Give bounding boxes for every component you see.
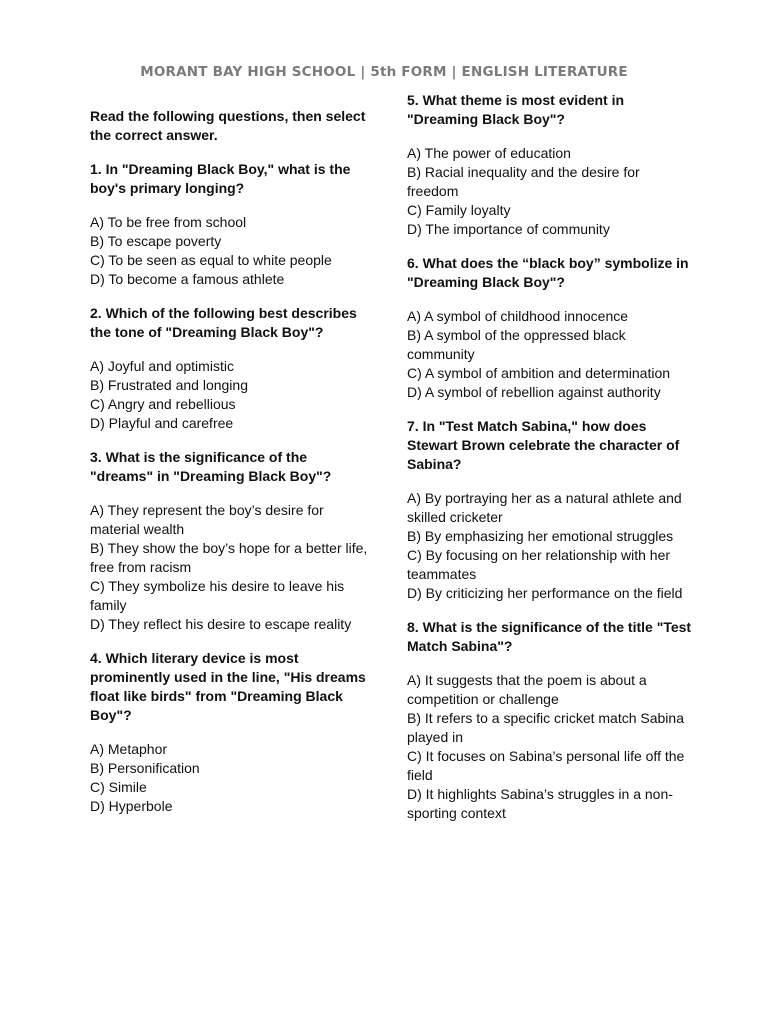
- option-a: A) Metaphor: [90, 741, 168, 757]
- options-list: [90, 213, 372, 289]
- option-c: C) Simile: [90, 779, 147, 795]
- option-b: B) Personification: [90, 760, 200, 776]
- left-column: [90, 107, 372, 831]
- question-6: [407, 254, 692, 402]
- question-text: 5. What theme is most evident in "Dreaming Black Boy"?: [407, 92, 625, 127]
- option-a: A) The power of education: [407, 145, 571, 161]
- options-list: [90, 501, 372, 634]
- option-a: A) By portraying her as a natural athlete and skilled cricketer: [407, 490, 682, 525]
- question-1: [90, 160, 372, 289]
- question-text: 4. Which literary device is most prominently used in the line, "His dreams float like birds" from "Dreaming Black Boy"?: [90, 650, 366, 723]
- option-d: D) Hyperbole: [90, 798, 173, 814]
- instructions: Read the following questions, then select the correct answer.: [90, 108, 366, 143]
- question-2: [90, 304, 372, 433]
- question-text: 1. In "Dreaming Black Boy," what is the boy's primary longing?: [90, 161, 351, 196]
- right-column: [407, 91, 692, 838]
- question-text: 6. What does the “black boy” symbolize in "Dreaming Black Boy"?: [407, 255, 689, 290]
- option-a: A) They represent the boy’s desire for material wealth: [90, 502, 324, 537]
- option-c: C) Angry and rebellious: [90, 396, 236, 412]
- option-b: B) They show the boy’s hope for a better life, free from racism: [90, 540, 368, 575]
- options-list: [90, 357, 372, 433]
- option-d: D) Playful and carefree: [90, 415, 234, 431]
- option-a: A) To be free from school: [90, 214, 247, 230]
- option-d: D) The importance of community: [407, 221, 610, 237]
- option-c: C) By focusing on her relationship with her teammates: [407, 547, 671, 582]
- option-c: C) They symbolize his desire to leave his family: [90, 578, 345, 613]
- page-header: MORANT BAY HIGH SCHOOL | 5th FORM | ENGLISH LITERATURE: [140, 64, 628, 80]
- options-list: [407, 307, 692, 402]
- option-b: B) Frustrated and longing: [90, 377, 248, 393]
- option-d: D) It highlights Sabina’s struggles in a non-sporting context: [407, 786, 673, 821]
- option-a: A) A symbol of childhood innocence: [407, 308, 629, 324]
- option-c: C) Family loyalty: [407, 202, 511, 218]
- option-b: B) By emphasizing her emotional struggles: [407, 528, 674, 544]
- options-list: [90, 740, 372, 816]
- option-b: B) A symbol of the oppressed black community: [407, 327, 626, 362]
- options-list: [407, 489, 692, 603]
- options-list: [407, 671, 692, 823]
- question-4: [90, 649, 372, 816]
- option-d: D) To become a famous athlete: [90, 271, 285, 287]
- question-text: 2. Which of the following best describes the tone of "Dreaming Black Boy"?: [90, 305, 357, 340]
- option-b: B) To escape poverty: [90, 233, 222, 249]
- question-8: [407, 618, 692, 823]
- option-b: B) Racial inequality and the desire for freedom: [407, 164, 640, 199]
- options-list: [407, 144, 692, 239]
- question-7: [407, 417, 692, 603]
- option-c: C) To be seen as equal to white people: [90, 252, 332, 268]
- option-d: D) They reflect his desire to escape reality: [90, 616, 352, 632]
- option-d: D) A symbol of rebellion against authority: [407, 384, 661, 400]
- option-a: A) It suggests that the poem is about a competition or challenge: [407, 672, 647, 707]
- option-a: A) Joyful and optimistic: [90, 358, 234, 374]
- option-d: D) By criticizing her performance on the field: [407, 585, 683, 601]
- option-c: C) A symbol of ambition and determination: [407, 365, 671, 381]
- question-text: 7. In "Test Match Sabina," how does Stewart Brown celebrate the character of Sabina?: [407, 418, 680, 472]
- question-text: 8. What is the significance of the title "Test Match Sabina"?: [407, 619, 692, 654]
- question-5: [407, 91, 692, 239]
- question-text: 3. What is the significance of the "dreams" in "Dreaming Black Boy"?: [90, 449, 332, 484]
- option-b: B) It refers to a specific cricket match Sabina played in: [407, 710, 684, 745]
- question-3: [90, 448, 372, 634]
- option-c: C) It focuses on Sabina’s personal life off the field: [407, 748, 685, 783]
